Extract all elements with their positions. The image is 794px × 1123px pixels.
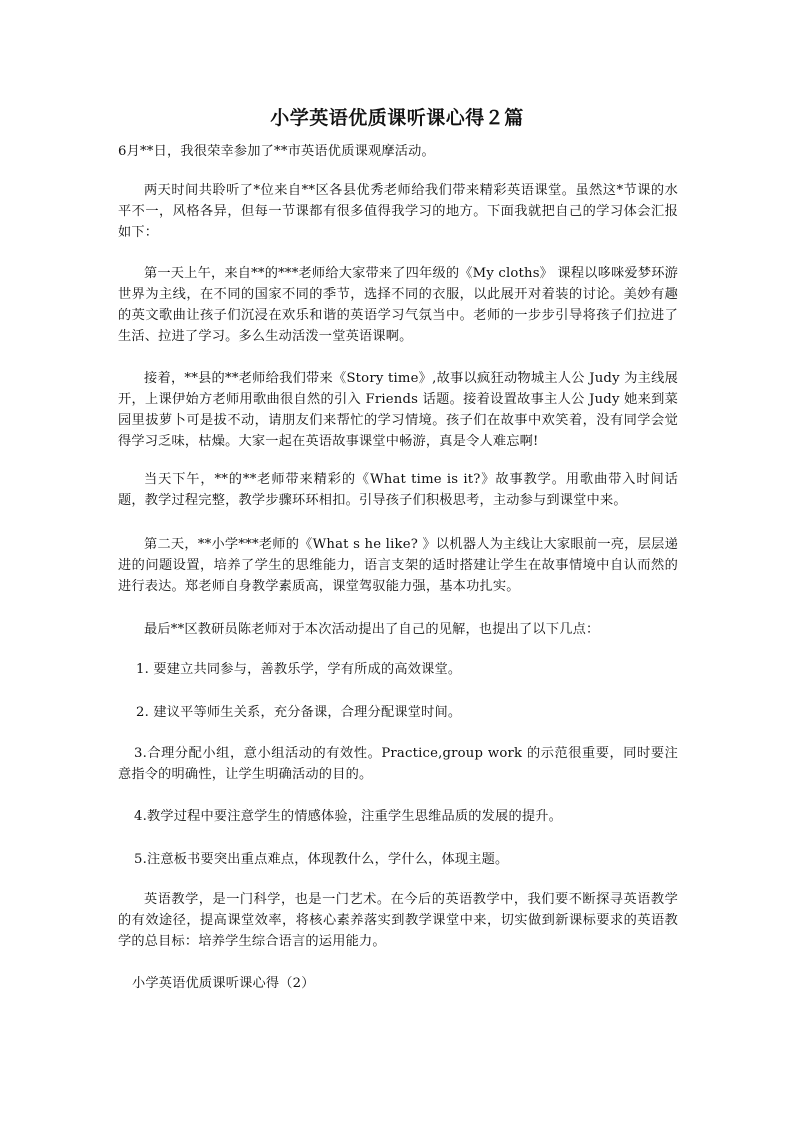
list-item-5: 5.注意板书要突出重点难点，体现教什么，学什么，体现主题。 bbox=[134, 852, 509, 867]
paragraph-intro: 6月**日，我很荣幸参加了**市英语优质课观摩活动。 bbox=[118, 144, 435, 159]
document-title: 小学英语优质课听课心得２篇 bbox=[270, 107, 524, 129]
paragraph-overview: 两天时间共聆听了*位来自**区各县优秀老师给我们带来精彩英语课堂。虽然这*节课的水平不一，风格各异，但每一节课都有很多值得我学习的地方。下面我就把自己的学习体会汇报如下： bbox=[118, 183, 678, 240]
paragraph-day1-morning: 第一天上午，来自**的***老师给大家带来了四年级的《My cloths》 课程以哆咪爱梦环游世界为主线，在不同的国家不同的季节，选择不同的衣服，以此展开对着装的讨论。美妙有趣的英文歌曲让孩子们沉浸在欢乐和谐的英语学习气氛当中。老师的一步步引导将孩子们拉进了生活、拉进了学习。多么生动活泼一堂英语课啊。 bbox=[118, 266, 678, 344]
paragraph-day1-afternoon: 当天下午，**的**老师带来精彩的《What time is it?》故事教学。用歌曲带入时间话题，教学过程完整，教学步骤环环相扣。引导孩子们积极思考，主动参与到课堂中来。 bbox=[118, 472, 678, 508]
list-item-1: 1. 要建立共同参与，善教乐学，学有所成的高效课堂。 bbox=[136, 662, 462, 677]
paragraph-conclusion: 英语教学，是一门科学，也是一门艺术。在今后的英语教学中，我们要不断探寻英语教学的有效途径，提高课堂效率，将核心素养落实到教学课堂中来，切实做到新课标要求的英语教学的总目标：培养学生综合语言的运用能力。 bbox=[118, 892, 678, 949]
paragraph-story-time: 接着，**县的**老师给我们带来《Story time》,故事以疯狂动物城主人公 Judy 为主线展开，上课伊始方老师用歌曲很自然的引入 Friends 话题。接着设置故事主人公 Judy 她来到菜园里拔萝卜可是拔不动，请朋友们来帮忙的学习情境。孩子们在故事中欢笑着，没有同学会觉得学习乏味，枯燥。大家一起在英语故事课堂中畅游，真是令人难忘啊! bbox=[118, 371, 678, 449]
section-heading-2: 小学英语优质课听课心得（2） bbox=[132, 976, 315, 991]
paragraph-day2: 第二天，**小学***老师的《What s he like? 》以机器人为主线让大家眼前一亮，层层递进的问题设置，培养了学生的思维能力，语言支架的适时搭建让学生在故事情境中自认而然的进行表达。郑老师自身教学素质高，课堂驾驭能力强，基本功扎实。 bbox=[118, 537, 678, 594]
list-item-4: 4.教学过程中要注意学生的情感体验，注重学生思维品质的发展的提升。 bbox=[134, 809, 562, 824]
paragraph-summary-intro: 最后**区教研员陈老师对于本次活动提出了自己的见解，也提出了以下几点： bbox=[144, 622, 600, 637]
list-item-2: 2. 建议平等师生关系，充分备课，合理分配课堂时间。 bbox=[136, 705, 462, 720]
list-item-3: 3.合理分配小组，意小组活动的有效性。Practice,group work 的示范很重要，同时要注意指令的明确性，让学生明确活动的目的。 bbox=[118, 746, 678, 782]
